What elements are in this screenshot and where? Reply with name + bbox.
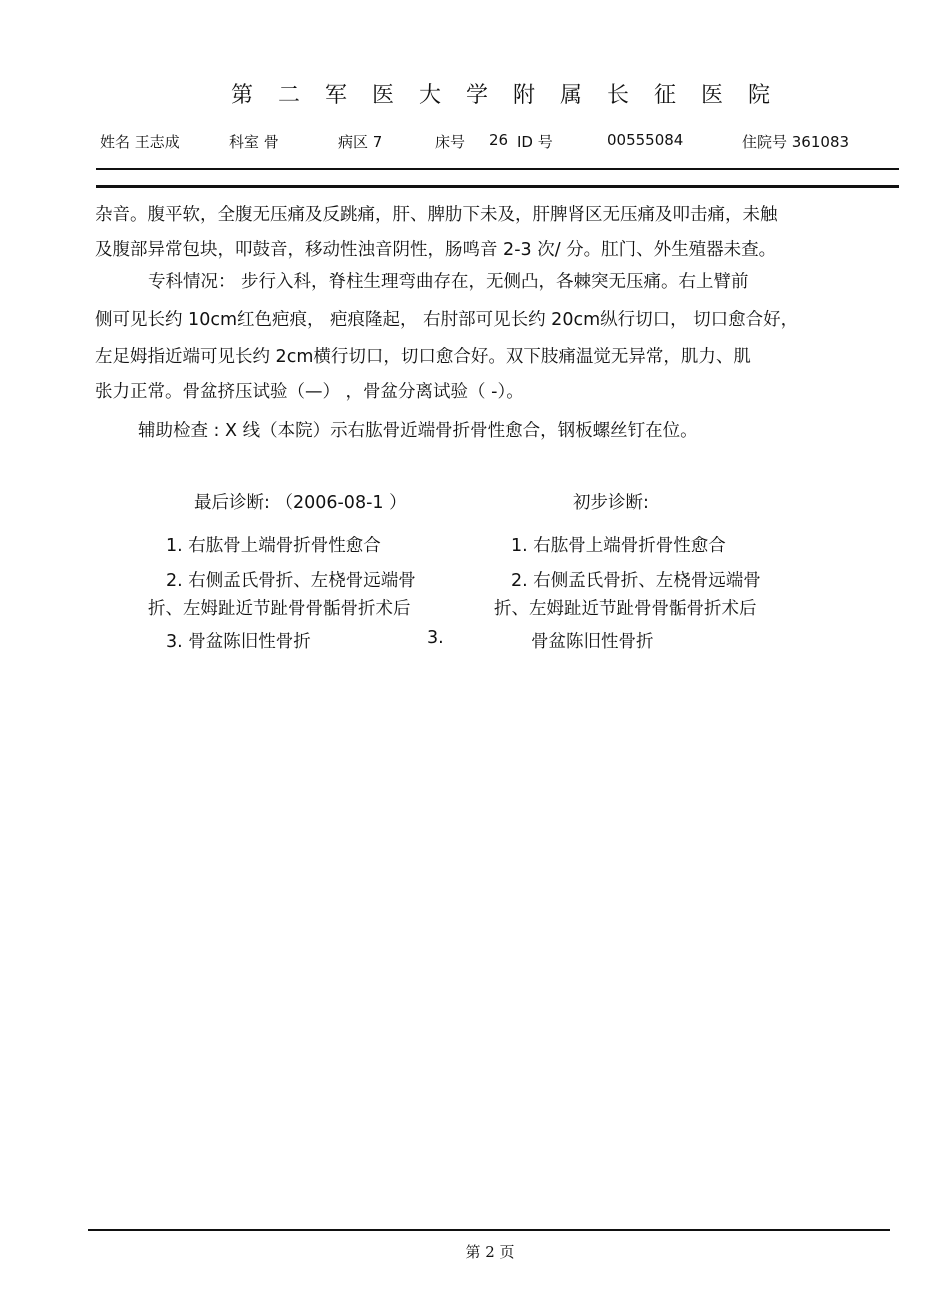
page-number: 第 2 页 (465, 1243, 515, 1261)
final-diagnosis-item: 2. 右侧孟氏骨折、左桡骨远端骨 (166, 571, 416, 591)
admission-number: 住院号 361083 (742, 133, 850, 151)
text-line: 杂音。腹平软，全腹无压痛及反跳痛，肝、脾肋下未及，肝脾肾区无压痛及叩击痛，未触 (95, 205, 778, 225)
header-rule-thick (96, 185, 899, 188)
initial-diagnosis-item: 2. 右侧孟氏骨折、左桡骨远端骨 (511, 571, 761, 591)
text-line: 及腹部异常包块，叩鼓音，移动性浊音阴性，肠鸣音 2-3 次/ 分。肛门、外生殖器未查。 (95, 240, 777, 260)
final-diagnosis-item-cont: 折、左姆趾近节趾骨骨骺骨折术后 (148, 599, 411, 619)
bed-number: 26 (489, 131, 509, 149)
initial-diagnosis-item-number: 3. (427, 628, 444, 648)
ward: 病区 7 (338, 133, 383, 151)
text-line: 专科情况： 步行入科，脊柱生理弯曲存在，无侧凸，各棘突无压痛。右上臂前 (148, 272, 749, 292)
initial-diagnosis-heading: 初步诊断: (573, 493, 649, 513)
header-rule-thin (96, 168, 899, 170)
patient-name: 姓名 王志成 (100, 133, 180, 151)
initial-diagnosis-item-cont: 折、左姆趾近节趾骨骨骺骨折术后 (494, 599, 757, 619)
department: 科室 骨 (229, 133, 279, 151)
text-line: 左足姆指近端可见长约 2cm横行切口，切口愈合好。双下肢痛温觉无异常，肌力、肌 (95, 347, 751, 367)
final-diagnosis-heading: 最后诊断: （2006-08-1 ） (194, 493, 407, 513)
initial-diagnosis-item: 1. 右肱骨上端骨折骨性愈合 (511, 536, 726, 556)
patient-id: 00555084 (607, 131, 684, 149)
initial-diagnosis-item: 骨盆陈旧性骨折 (531, 632, 654, 652)
text-line: 辅助检查 : X 线（本院）示右肱骨近端骨折骨性愈合，钢板螺丝钉在位。 (138, 421, 698, 441)
bed-label: 床号 (435, 133, 466, 151)
footer-rule (88, 1229, 890, 1231)
text-line: 张力正常。骨盆挤压试验（—） ，骨盆分离试验（ -）。 (95, 382, 524, 402)
hospital-title: 第 二 军 医 大 学 附 属 长 征 医 院 (231, 83, 779, 108)
final-diagnosis-item: 3. 骨盆陈旧性骨折 (166, 632, 311, 652)
id-label: ID 号 (517, 133, 553, 151)
text-line: 侧可见长约 10cm红色疤痕， 疤痕隆起， 右肘部可见长约 20cm纵行切口， 切口愈合好， (95, 310, 799, 330)
final-diagnosis-item: 1. 右肱骨上端骨折骨性愈合 (166, 536, 381, 556)
